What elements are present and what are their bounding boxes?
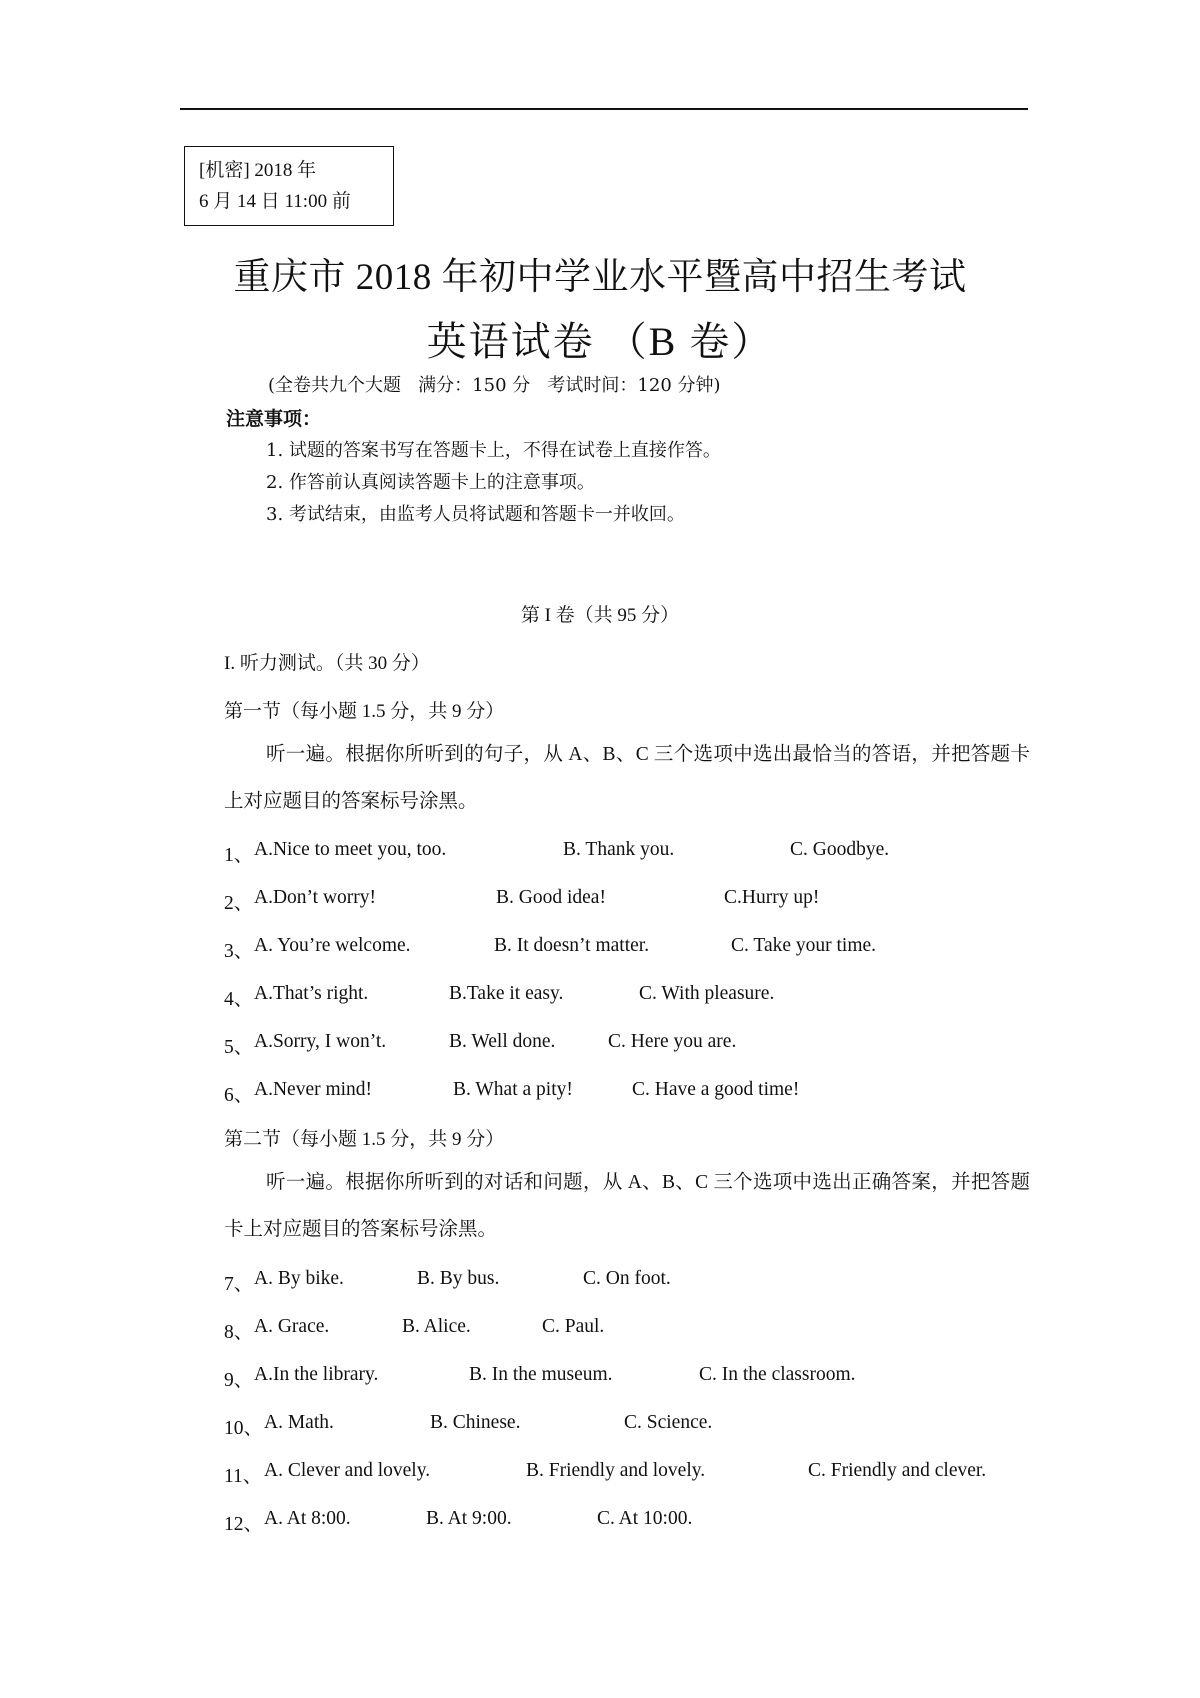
question-number: 2、 — [224, 893, 254, 914]
option-a: A. Grace. — [254, 1316, 330, 1337]
paper-title: 英语试卷 （B 卷） — [426, 319, 774, 364]
option-b: B. In the museum. — [469, 1364, 613, 1385]
exam-info: (全卷共九个大题 满分：150 分 考试时间：120 分钟) — [268, 375, 721, 396]
option-b: B. What a pity! — [453, 1079, 573, 1100]
question-number: 3、 — [224, 941, 254, 962]
section-title: 第一节（每小题 1.5 分，共 9 分） — [224, 701, 505, 722]
question-row — [224, 1079, 1034, 1105]
question-number: 4、 — [224, 989, 254, 1010]
section-instruction: 听一遍。根据你所听到的句子，从 A、B、C 三个选项中选出最恰当的答语，并把答题卡上对应题目的答案标号涂黑。 — [224, 744, 1030, 812]
question-row — [224, 1364, 1034, 1390]
option-c: C. In the classroom. — [699, 1364, 856, 1385]
header-rule — [180, 108, 1028, 110]
option-c: C. With pleasure. — [639, 983, 775, 1004]
option-c: C. Have a good time! — [632, 1079, 800, 1100]
option-b: B.Take it easy. — [449, 983, 564, 1004]
option-b: B. Friendly and lovely. — [526, 1460, 706, 1481]
option-a: A. Clever and lovely. — [264, 1460, 431, 1481]
question-number: 11、 — [224, 1466, 263, 1487]
notes-heading: 注意事项： — [226, 408, 322, 430]
question-number: 7、 — [224, 1274, 254, 1295]
option-c: C. Here you are. — [608, 1031, 737, 1052]
option-a: A.Nice to meet you, too. — [254, 839, 447, 860]
question-number: 10、 — [224, 1418, 264, 1439]
question-number: 6、 — [224, 1085, 254, 1106]
question-row — [224, 983, 1034, 1009]
volume-heading: 第 I 卷（共 95 分） — [520, 605, 680, 626]
question-row — [224, 1031, 1034, 1057]
section-title: 第二节（每小题 1.5 分，共 9 分） — [224, 1129, 505, 1150]
option-c: C. Take your time. — [731, 935, 877, 956]
note-item: 3. 考试结束，由监考人员将试题和答题卡一并收回。 — [266, 504, 685, 525]
option-a: A.Never mind! — [254, 1079, 373, 1100]
question-row — [224, 1460, 1034, 1486]
option-c: C.Hurry up! — [724, 887, 820, 908]
option-c: C. Goodbye. — [790, 839, 890, 860]
option-b: B. At 9:00. — [426, 1508, 512, 1529]
confidential-line-2: 6 月 14 日 11:00 前 — [199, 191, 351, 212]
option-b: B. Chinese. — [430, 1412, 521, 1433]
option-b: B. Thank you. — [563, 839, 675, 860]
exam-title: 重庆市 2018 年初中学业水平暨高中招生考试 — [233, 257, 967, 298]
question-row — [224, 1316, 1034, 1342]
option-a: A. At 8:00. — [264, 1508, 351, 1529]
option-a: A. You’re welcome. — [254, 935, 411, 956]
note-item: 2. 作答前认真阅读答题卡上的注意事项。 — [266, 472, 595, 493]
question-row — [224, 839, 1034, 865]
option-c: C. Paul. — [542, 1316, 605, 1337]
question-number: 9、 — [224, 1370, 254, 1391]
option-c: C. At 10:00. — [597, 1508, 693, 1529]
option-a: A. By bike. — [254, 1268, 344, 1289]
question-number: 8、 — [224, 1322, 254, 1343]
confidential-box — [184, 146, 394, 226]
question-row — [224, 1412, 1034, 1438]
option-b: B. Well done. — [449, 1031, 556, 1052]
option-c: C. On foot. — [583, 1268, 671, 1289]
section-instruction: 听一遍。根据你所听到的对话和问题，从 A、B、C 三个选项中选出正确答案，并把答题卡上对应题目的答案标号涂黑。 — [224, 1172, 1030, 1240]
question-row — [224, 1268, 1034, 1294]
question-number: 5、 — [224, 1037, 254, 1058]
option-b: B. By bus. — [417, 1268, 500, 1289]
option-a: A.That’s right. — [254, 983, 369, 1004]
option-b: B. Good idea! — [496, 887, 606, 908]
option-a: A.Sorry, I won’t. — [254, 1031, 387, 1052]
option-b: B. It doesn’t matter. — [494, 935, 650, 956]
option-a: A. Math. — [264, 1412, 334, 1433]
question-row — [224, 1508, 1034, 1534]
part-title: I. 听力测试。（共 30 分） — [224, 653, 430, 674]
option-c: C. Friendly and clever. — [808, 1460, 987, 1481]
note-item: 1. 试题的答案书写在答题卡上，不得在试卷上直接作答。 — [266, 440, 721, 461]
option-a: A.Don’t worry! — [254, 887, 377, 908]
option-c: C. Science. — [624, 1412, 713, 1433]
question-row — [224, 887, 1034, 913]
confidential-line-1: [机密] 2018 年 — [199, 160, 317, 181]
question-row — [224, 935, 1034, 961]
option-b: B. Alice. — [402, 1316, 471, 1337]
question-number: 1、 — [224, 845, 254, 866]
question-number: 12、 — [224, 1514, 264, 1535]
option-a: A.In the library. — [254, 1364, 379, 1385]
